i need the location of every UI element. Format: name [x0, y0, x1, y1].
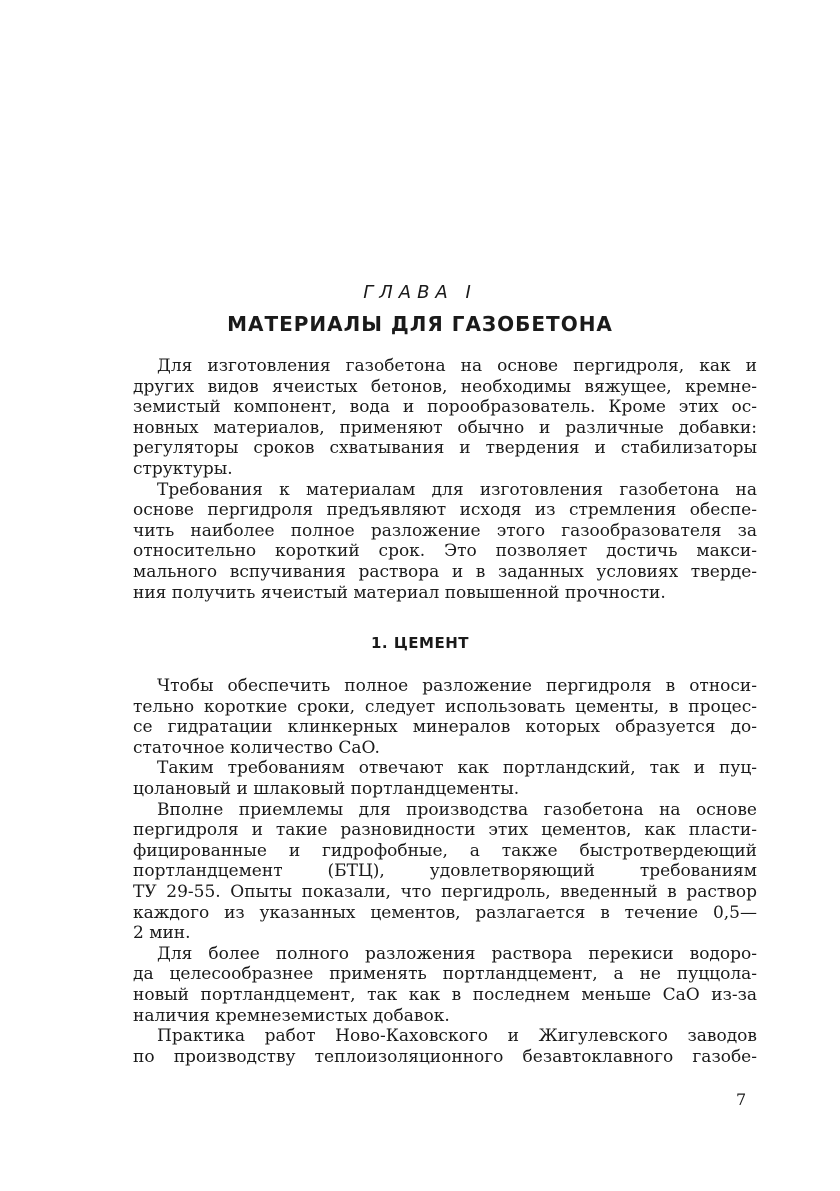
text-line: Таким требованиям отвечают как портландский, так и пуц-: [157, 758, 757, 779]
text-line: новый портландцемент, так как в последнем меньше CaO из-за: [133, 984, 757, 1005]
text-line: цолановый и шлаковый портландцементы.: [133, 778, 520, 799]
cement-text: [133, 676, 757, 1067]
text-line: се гидратации клинкерных минералов которых образуется до-: [133, 717, 757, 738]
section-heading: 1. ЦЕМЕНТ: [371, 634, 469, 652]
text-line: основе пергидроля предъявляют исходя из стремления обеспе-: [133, 500, 757, 521]
chapter-label: ГЛАВА I: [363, 282, 477, 303]
page-number: 7: [736, 1090, 747, 1109]
text-line: тельно короткие сроки, следует использовать цементы, в процес-: [133, 696, 757, 717]
text-line: Чтобы обеспечить полное разложение пергидроля в относи-: [157, 676, 757, 696]
text-line: по производству теплоизоляционного безавтоклавного газобе-: [133, 1046, 757, 1067]
text-line: Для более полного разложения раствора перекиси водоро-: [157, 943, 757, 964]
text-line: Требования к материалам для изготовления газобетона на: [157, 479, 757, 500]
text-line: наличия кремнеземистых добавок.: [133, 1005, 450, 1026]
text-line: новных материалов, применяют обычно и различные добавки:: [133, 417, 757, 438]
text-line: других видов ячеистых бетонов, необходимы вяжущее, кремне-: [133, 376, 757, 397]
text-line: статочное количество CaO.: [133, 737, 380, 758]
text-line: ТУ 29-55. Опыты показали, что пергидроль, введенный в раствор: [133, 881, 757, 902]
text-line: фицированные и гидрофобные, а также быстротвердеющий: [133, 840, 757, 861]
text-line: пергидроля и такие разновидности этих цементов, как пласти-: [133, 820, 757, 841]
text-line: чить наиболее полное разложение этого газообразователя за: [133, 520, 757, 541]
text-line: ния получить ячеистый материал повышенной прочности.: [133, 582, 666, 603]
text-line: 2 мин.: [133, 923, 191, 944]
text-line: Для изготовления газобетона на основе пергидроля, как и: [157, 356, 757, 376]
chapter-title: МАТЕРИАЛЫ ДЛЯ ГАЗОБЕТОНА: [227, 312, 613, 336]
text-line: Практика работ Ново-Каховского и Жигулевского заводов: [157, 1026, 757, 1047]
text-line: Вполне приемлемы для производства газобетона на основе: [157, 799, 757, 820]
text-line: земистый компонент, вода и порообразователь. Кроме этих ос-: [133, 397, 757, 418]
text-line: структуры.: [133, 458, 233, 479]
text-line: да целесообразнее применять портландцемент, а не пуццола-: [133, 964, 757, 985]
text-line: регуляторы сроков схватывания и твердения и стабилизаторы: [133, 438, 757, 459]
text-line: относительно короткий срок. Это позволяет достичь макси-: [133, 541, 757, 562]
text-line: каждого из указанных цементов, разлагается в течение 0,5—: [133, 902, 757, 923]
text-line: мального вспучивания раствора и в заданных условиях тверде-: [133, 561, 757, 582]
text-line: портландцемент (БТЦ), удовлетворяющий требованиям: [133, 861, 757, 882]
intro-text: [133, 356, 757, 603]
